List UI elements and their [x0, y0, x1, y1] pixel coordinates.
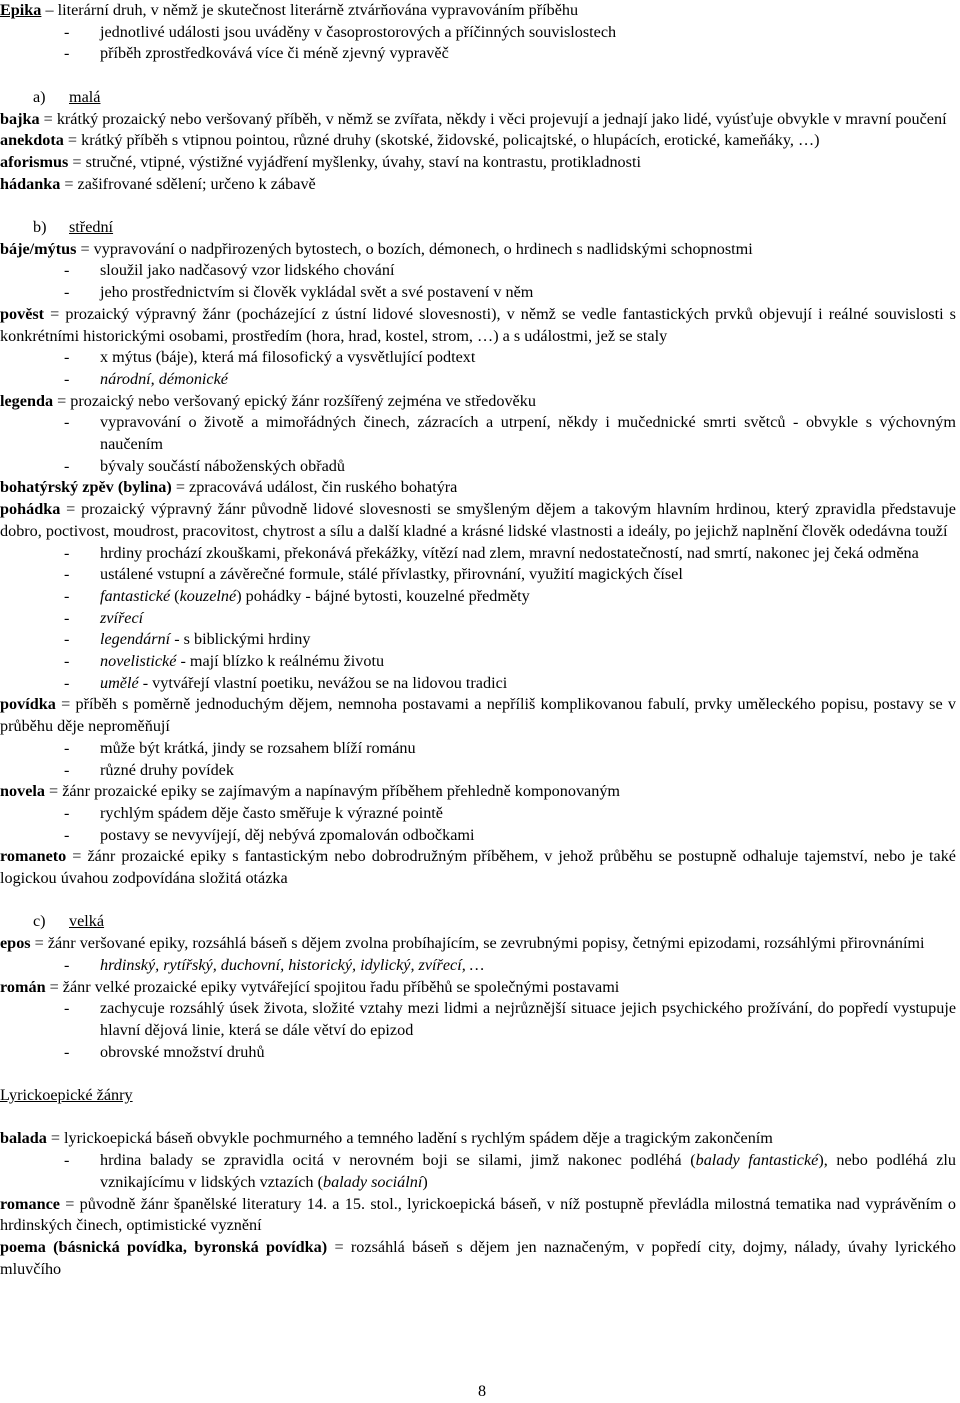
epika-definition: Epika – literární druh, v němž je skutečnost literárně ztvárňována vypravováním příběhu	[0, 1, 579, 19]
pohadka-definition: pohádka = prozaický výpravný žánr původně lidové slovesnosti se smyšleným dějem a takovým hlavním hrdinou, který zpravidla představuje dobro, poctivost, moudrost, pracovitost, chytrost a sílu a další kladné a krásné lidské vlastnosti a ideály, po jejichž naplnění člověk odedávna touží	[0, 500, 956, 540]
list-item: - příběh zprostředkovává více či méně zjevný vypravěč	[64, 44, 449, 63]
list-item: - postavy se nevyvíjejí, děj nebývá zpomalován odbočkami	[64, 825, 475, 844]
list-item: - národní, démonické	[64, 369, 228, 388]
list-item: - zvířecí	[64, 608, 144, 627]
list-item: - jeho prostřednictvím si člověk vykládal svět a své postavení v něm	[64, 283, 534, 302]
list-item: - hrdina balady se zpravidla ocitá v nerovném boji se silami, jimž nakonec podléhá (balady fantastické), nebo podléhá zlu vznikajícímu v lidských vztazích (balady sociální)	[64, 1151, 957, 1191]
list-item: - ustálené vstupní a závěrečné formule, stálé přívlastky, přirovnání, využití magických čísel	[64, 565, 683, 584]
list-item: - umělé - vytvářejí vlastní poetiku, nevážou se na lidovou tradici	[64, 673, 508, 692]
roman-definition: román = žánr velké prozaické epiky vytvářející spojitou řadu příběhů se společnými postavami	[0, 977, 620, 996]
list-item: - různé druhy povídek	[64, 760, 234, 779]
romaneto-definition: romaneto = žánr prozaické epiky s fantastickým nebo dobrodružným příběhem, v jehož průběhu se postupně odhaluje tajemství, nebo je také logickou úvahou zodpovídána složitá otázka	[0, 847, 956, 888]
romance-definition: romance = původně žánr španělské literatury 14. a 15. stol., lyrickoepická báseň, v níž postupně převládla milostná tematika nad vyprávěním o hrdinských činech, optimistické vyznění	[0, 1194, 956, 1235]
bohatyrsky-definition: bohatýrský zpěv (bylina) = zpracovává událost, čin ruského bohatýra	[0, 478, 458, 497]
list-item: - fantastické (kouzelné) pohádky - bájné bytosti, kouzelné předměty	[64, 586, 530, 605]
balada-definition: balada = lyrickoepická báseň obvykle pochmurného a temného ladění s rychlým spádem děje a tragickým zakončením	[0, 1129, 773, 1148]
baje-definition: báje/mýtus = vypravování o nadpřirozených bytostech, o bozích, démonech, o hrdinech s nadlidskými schopnostmi	[0, 239, 753, 258]
list-item: - zachycuje rozsáhlý úsek života, složité vztahy mezi lidmi a nejrůznější situace jejich psychického prožívání, do popředí vystupuje hlavní dějová linie, která se dále větví do epizod	[64, 999, 956, 1039]
epos-definition: epos = žánr veršované epiky, rozsáhlá báseň s dějem zvolna probíhajícím, se zevrubnými popisy, četnými epizodami, rozsáhlými přirovnáními	[0, 934, 925, 953]
section-heading-b: b) střední	[33, 218, 114, 236]
list-item: - legendární - s biblickými hrdiny	[64, 630, 311, 649]
list-item: - jednotlivé události jsou uváděny v časoprostorových a příčinných souvislostech	[64, 22, 617, 41]
legenda-definition: legenda = prozaický nebo veršovaný epický žánr rozšířený zejména ve středověku	[0, 391, 536, 410]
list-item: - vypravování o životě a mimořádných činech, zázracích a utrpení, někdy i mučednické smrti světců - obvykle s výchovným naučením	[64, 413, 956, 454]
lyrickoepicke-heading: Lyrickoepické žánry	[0, 1086, 133, 1105]
list-item: - rychlým spádem děje často směřuje k výrazné pointě	[64, 803, 443, 822]
section-heading-a: a) malá	[33, 87, 101, 106]
aforismus-definition: aforismus = stručné, vtipné, výstižné vyjádření myšlenky, úvahy, staví na kontrastu, protikladnosti	[0, 152, 641, 171]
section-heading-c: c) velká	[33, 912, 105, 931]
hadanka-definition: hádanka = zašifrované sdělení; určeno k zábavě	[0, 174, 316, 193]
bajka-definition: bajka = krátký prozaický nebo veršovaný příběh, v němž se zvířata, někdy i věci projevují a jednají jako lidé, vyúsťuje obvykle v mravní poučení	[0, 109, 947, 128]
list-item: - může být krátká, jindy se rozsahem blíží románu	[64, 738, 416, 757]
list-item: - x mýtus (báje), která má filosofický a vysvětlující podtext	[64, 348, 476, 367]
list-item: - hrdiny prochází zkouškami, překonává překážky, vítězí nad zlem, mravní nedostatečností, nad smrtí, nakonec jej čeká odměna	[64, 543, 919, 562]
page-number: 8	[477, 1382, 487, 1400]
povest-definition: pověst = prozaický výpravný žánr (pocházející z ústní lidové slovesnosti), v němž se vedle fantastických prvků objevují i reálné souvislosti s konkrétními historickými osobami, prostředím (hora, hrad, kostel, strom, …) a s událostmi, jež se staly	[0, 304, 956, 345]
poema-definition: poema (básnická povídka, byronská povídka) = rozsáhlá báseň s dějem jen naznačeným, v popředí city, dojmy, nálady, úvahy lyrického mluvčího	[0, 1238, 956, 1278]
term-epika: Epika	[0, 1, 42, 19]
list-item: - sloužil jako nadčasový vzor lidského chování	[64, 261, 395, 280]
list-item: - obrovské množství druhů	[64, 1042, 265, 1061]
list-item: - hrdinský, rytířský, duchovní, historický, idylický, zvířecí, …	[64, 955, 485, 974]
anekdota-definition: anekdota = krátký příběh s vtipnou pointou, různé druhy (skotské, židovské, policajtské, o hlupácích, erotické, kameňáky, …)	[0, 131, 820, 150]
novela-definition: novela = žánr prozaické epiky se zajímavým a napínavým příběhem přehledně komponovaným	[0, 782, 621, 801]
list-item: - bývaly součástí náboženských obřadů	[64, 456, 345, 475]
povidka-definition: povídka = příběh s poměrně jednoduchým dějem, nemnoha postavami a nepříliš komplikovanou fabulí, prvky uměleckého popisu, postavy se v průběhu děje neproměňují	[0, 695, 956, 736]
list-item: - novelistické - mají blízko k reálnému životu	[64, 652, 385, 671]
